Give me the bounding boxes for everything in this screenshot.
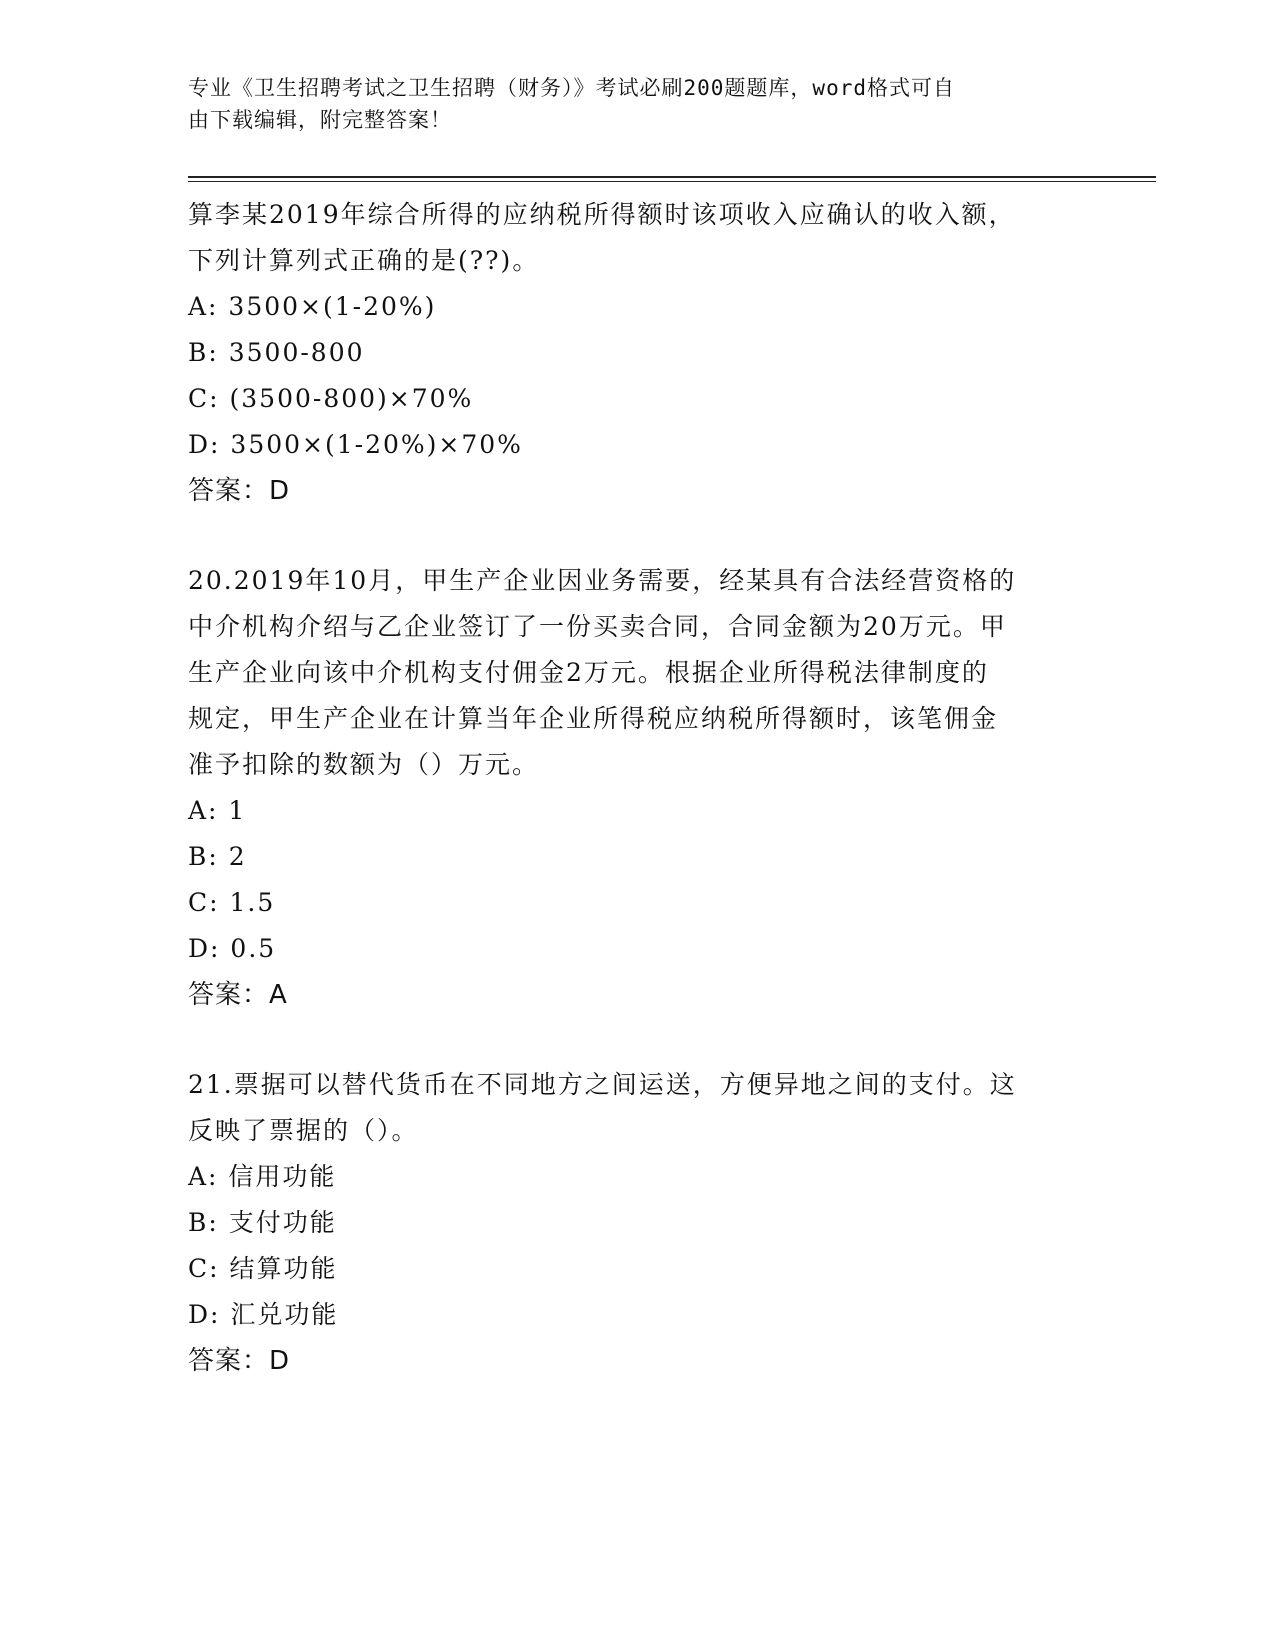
question-text-line: 生产企业向该中介机构支付佣金2万元。根据企业所得税法律制度的 <box>188 658 989 687</box>
question-text-line: 反映了票据的（）。 <box>188 1116 419 1145</box>
question-text-line: 21.票据可以替代货币在不同地方之间运送，方便异地之间的支付。这 <box>188 1070 1017 1099</box>
option-a: A: 3500×(1-20%) <box>188 292 437 321</box>
option-a: A: 信用功能 <box>188 1162 337 1191</box>
option-c: C: 1.5 <box>188 888 276 917</box>
question-text-line: 准予扣除的数额为（）万元。 <box>188 750 540 779</box>
question-block <box>188 192 1088 514</box>
question-text-line: 20.2019年10月，甲生产企业因业务需要，经某具有合法经营资格的 <box>188 566 1017 595</box>
option-a: A: 1 <box>188 796 247 825</box>
option-c: C: 结算功能 <box>188 1254 338 1283</box>
question-block <box>188 1062 1088 1384</box>
header-line-1: 专业《卫生招聘考试之卫生招聘（财务）》考试必刷200题题库，word格式可自 <box>188 76 955 100</box>
header-line-2: 由下载编辑，附完整答案！ <box>188 108 452 132</box>
option-c: C: (3500-800)×70% <box>188 384 474 413</box>
option-d: D: 汇兑功能 <box>188 1300 339 1329</box>
answer-line: 答案：D <box>188 476 291 506</box>
header-divider-thin <box>188 181 1156 182</box>
option-b: B: 2 <box>188 842 247 871</box>
question-block <box>188 558 1088 1018</box>
question-text-line: 算李某2019年综合所得的应纳税所得额时该项收入应确认的收入额， <box>188 200 1016 229</box>
question-list <box>188 192 1088 1384</box>
option-d: D: 3500×(1-20%)×70% <box>188 430 523 459</box>
answer-line: 答案：D <box>188 1346 291 1376</box>
option-b: B: 3500-800 <box>188 338 365 367</box>
question-text-line: 中介机构介绍与乙企业签订了一份买卖合同，合同金额为20万元。甲 <box>188 612 1007 641</box>
question-text-line: 规定，甲生产企业在计算当年企业所得税应纳税所得额时，该笔佣金 <box>188 704 999 733</box>
option-d: D: 0.5 <box>188 934 277 963</box>
question-text-line: 下列计算列式正确的是(??)。 <box>188 246 540 275</box>
header-divider-thick <box>188 176 1156 178</box>
answer-line: 答案：A <box>188 980 288 1010</box>
document-header <box>188 72 1088 136</box>
option-b: B: 支付功能 <box>188 1208 337 1237</box>
